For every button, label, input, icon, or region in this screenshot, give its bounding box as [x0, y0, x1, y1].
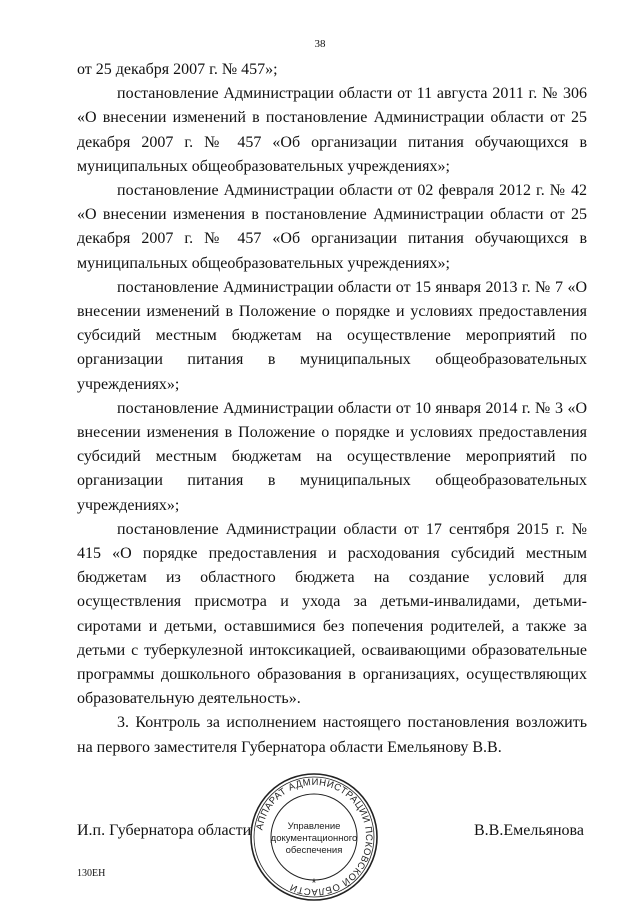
page-number: 38 — [314, 38, 326, 50]
paragraph: 3. Контроль за исполнением настоящего постановления возложить на первого заместителя Губернатора области Емельянову В.В. — [77, 714, 587, 756]
paragraph: постановление Администрации области от 17 сентября 2015 г. № 415 «О порядке предоставления и расходования субсидий местным бюджетам из областного бюджета на создание условий для осуществления присмотра и ухода за детьми-инвалидами, детьми-сиротами и детьми, оставшимися без попечения родителей, а также за детьми с туберкулезной интоксикацией, осваивающими образовательные программы дошкольного образования в организациях, осуществляющих образовательную деятельность». — [77, 520, 587, 708]
paragraph: постановление Администрации области от 15 января 2013 г. № 7 «О внесении изменений в Положение о порядке и условиях предоставления субсидий местным бюджетам на осуществление мероприятий по организации питания в муниципальных общеобразовательных учреждениях»; — [77, 278, 587, 393]
document-body — [77, 58, 587, 760]
signatory-title: И.п. Губернатора области — [77, 822, 252, 839]
paragraph: постановление Администрации области от 11 августа 2011 г. № 306 «О внесении изменений в постановление Администрации области от 25 декабря 2007 г. № 457 «Об организации питания обучающихся в муниципальных общеобразовательных учреждениях»; — [77, 85, 587, 175]
signatory-name: В.В.Емельянова — [474, 822, 584, 839]
stamp-text-line-1: Управление — [287, 821, 341, 832]
stamp-star: * — [311, 876, 317, 890]
paragraph: от 25 декабря 2007 г. № 457»; — [77, 61, 278, 78]
stamp-text-line-3: обеспечения — [285, 845, 343, 856]
official-stamp — [248, 771, 380, 903]
document-code: 130ЕН — [77, 868, 106, 879]
stamp-ring-text: АППАРАТ АДМИНИСТРАЦИИ ПСКОВСКОЙ ОБЛАСТИ — [254, 776, 375, 898]
paragraph: постановление Администрации области от 02 февраля 2012 г. № 42 «О внесении изменения в постановление Администрации области от 25 декабря 2007 г. № 457 «Об организации питания обучающихся в муниципальных общеобразовательных учреждениях»; — [77, 182, 587, 272]
paragraph: постановление Администрации области от 10 января 2014 г. № 3 «О внесении изменения в Положение о порядке и условиях предоставления субсидий местным бюджетам на осуществление мероприятий по организации питания в муниципальных общеобразовательных учреждениях»; — [77, 399, 587, 514]
stamp-seal — [248, 771, 380, 903]
stamp-text-line-2: документационного — [270, 833, 358, 844]
